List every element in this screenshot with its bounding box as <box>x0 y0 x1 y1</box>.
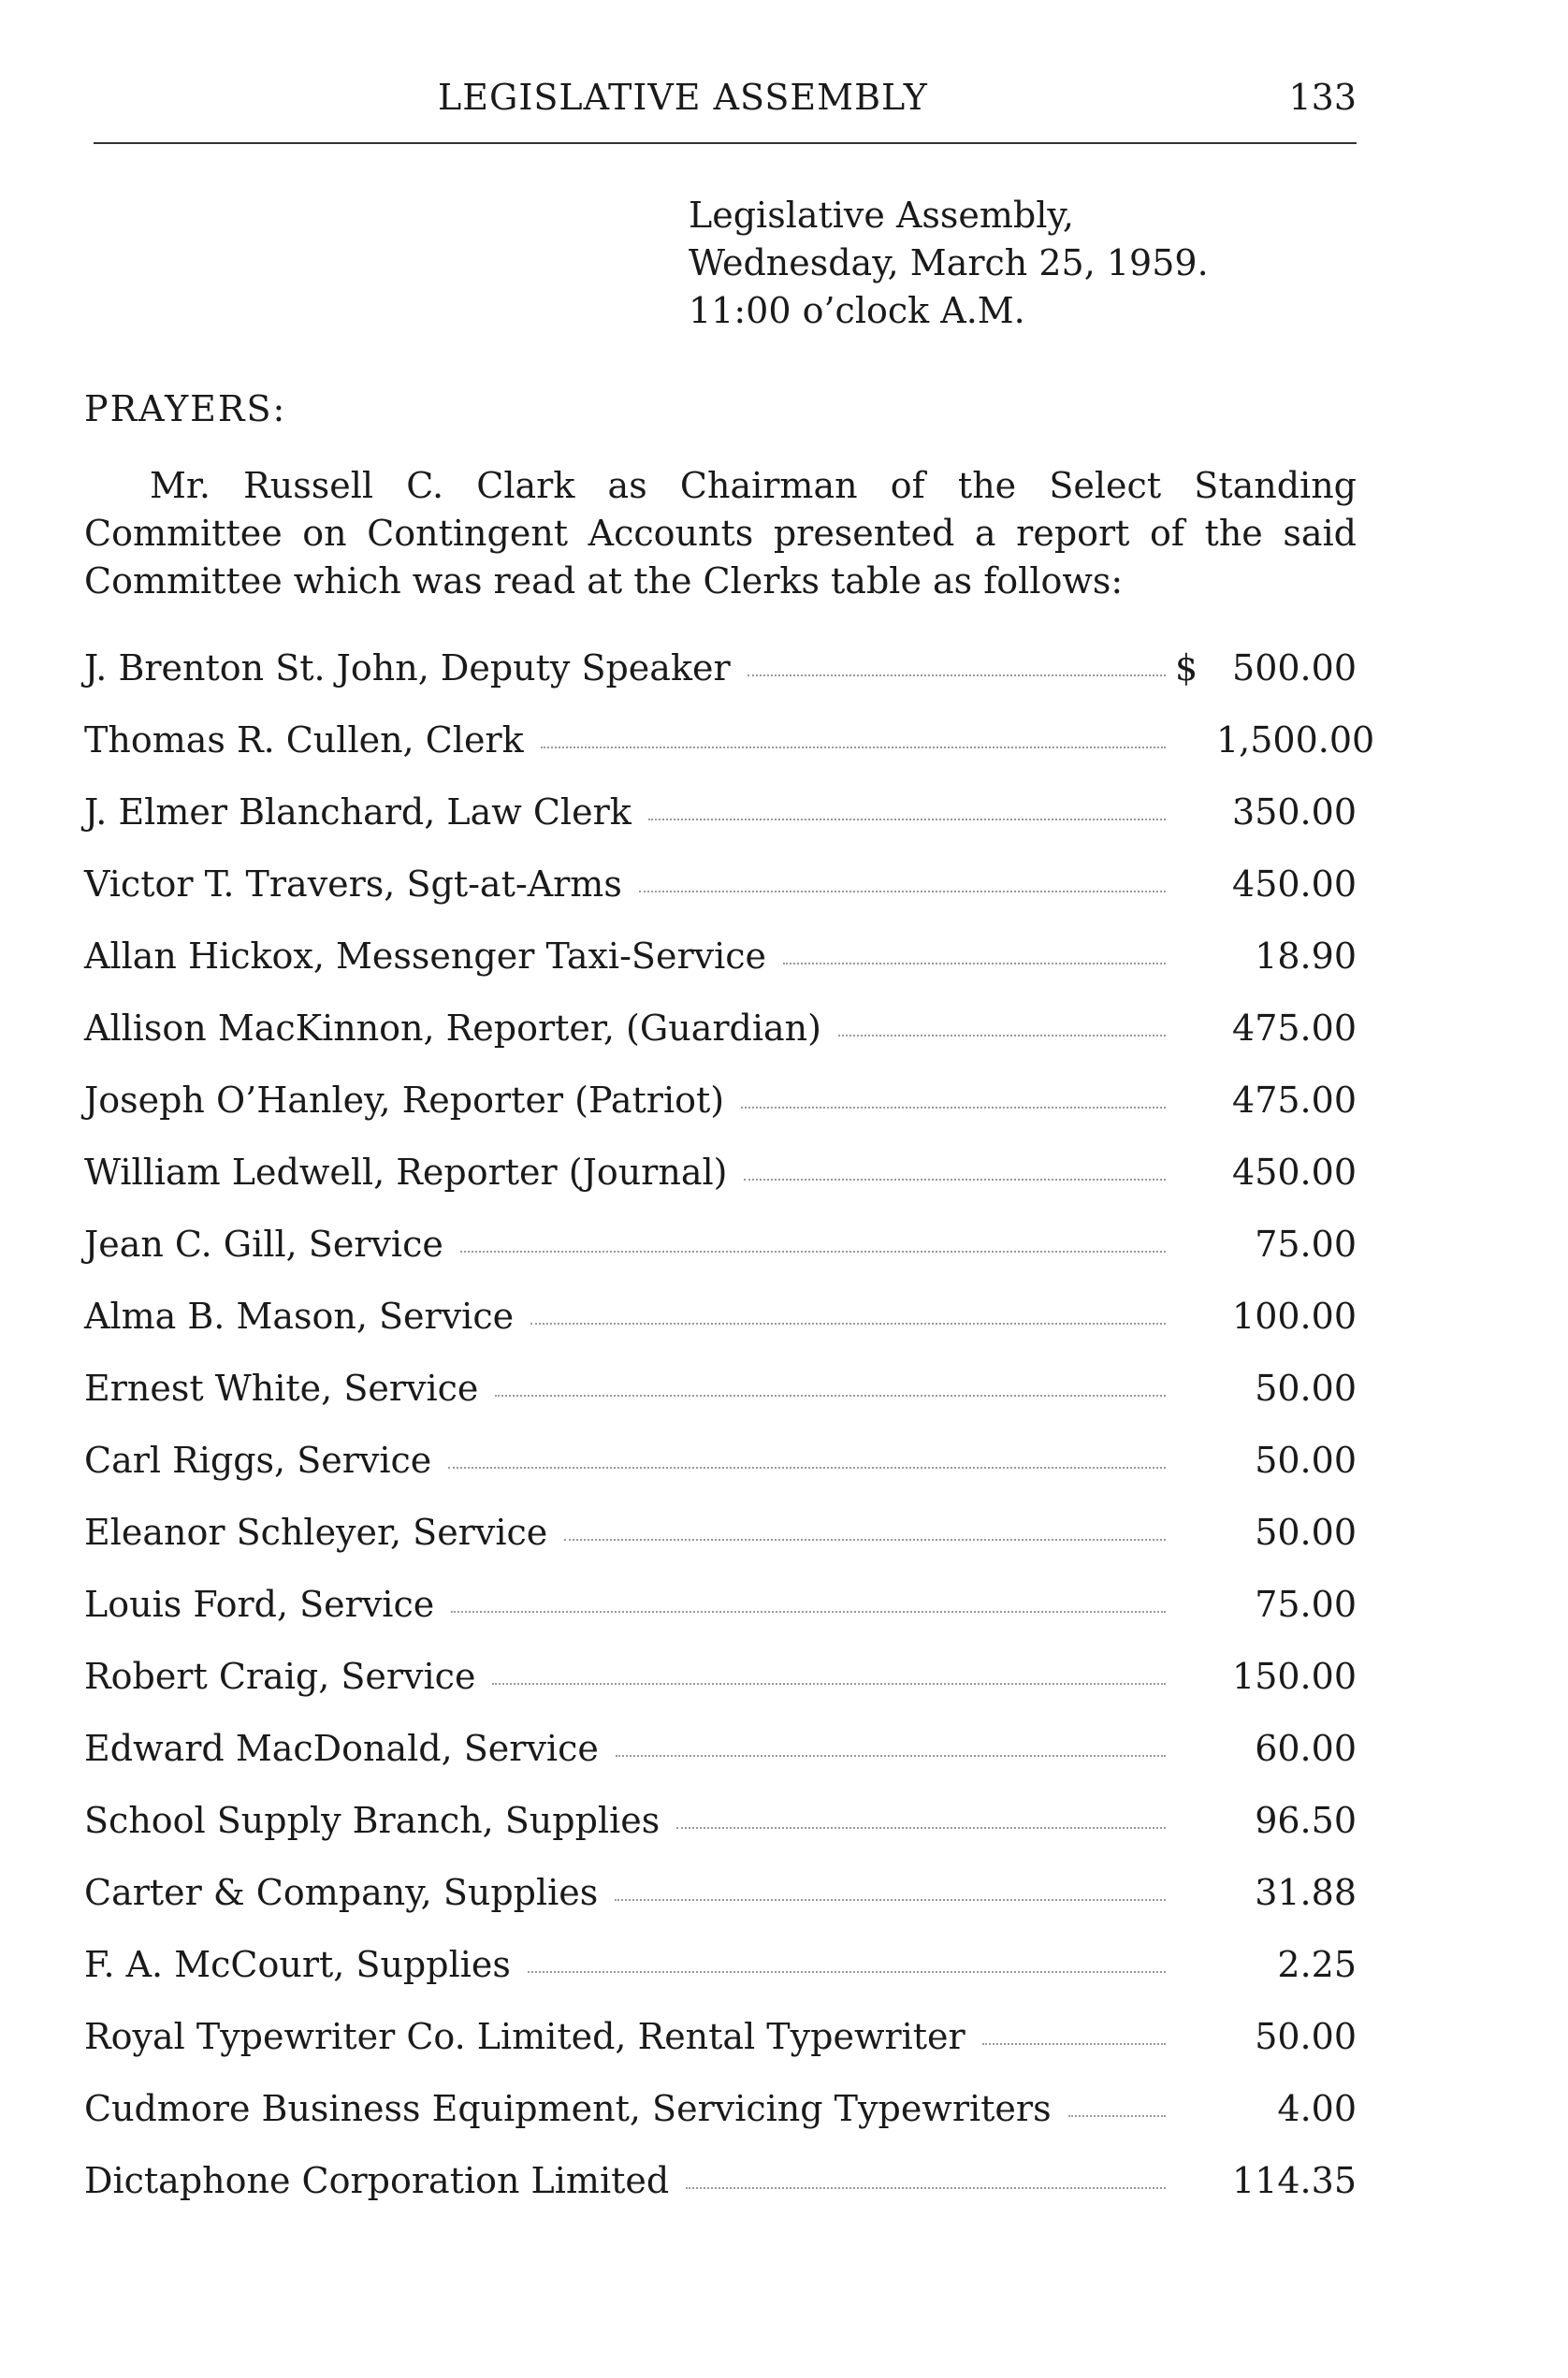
account-row <box>84 791 1357 863</box>
payee-name: Joseph O’Hanley, Reporter (Patriot) <box>84 1080 725 1121</box>
dateline-line-2: Wednesday, March 25, 1959. <box>689 242 1209 283</box>
amount: 50.00 <box>1255 1512 1357 1553</box>
amount: 500.00 <box>1232 647 1357 689</box>
dot-leader <box>460 1251 1166 1253</box>
payee-name: Allan Hickox, Messenger Taxi-Service <box>84 935 766 977</box>
payee-name: Eleanor Schleyer, Service <box>84 1512 548 1553</box>
section-heading: PRAYERS: <box>84 388 287 429</box>
header-rule <box>94 142 1357 144</box>
amount: 450.00 <box>1232 1152 1357 1193</box>
account-row <box>84 1368 1357 1440</box>
account-row <box>84 1584 1357 1656</box>
amount: 350.00 <box>1232 791 1357 833</box>
account-row <box>84 2088 1357 2160</box>
dot-leader <box>1068 2115 1166 2117</box>
payee-name: Victor T. Travers, Sgt-at-Arms <box>84 863 622 905</box>
account-row <box>84 1080 1357 1152</box>
amount: 75.00 <box>1255 1584 1357 1625</box>
amount: 50.00 <box>1255 1368 1357 1409</box>
account-row <box>84 1872 1357 1944</box>
dot-leader <box>686 2187 1166 2189</box>
payee-name: Allison MacKinnon, Reporter, (Guardian) <box>84 1008 821 1049</box>
account-row <box>84 1656 1357 1728</box>
dot-leader <box>451 1611 1166 1613</box>
amount: 475.00 <box>1232 1008 1357 1049</box>
payee-name: Robert Craig, Service <box>84 1656 476 1697</box>
account-row <box>84 1008 1357 1080</box>
amount: 475.00 <box>1232 1080 1357 1121</box>
dot-leader <box>615 1899 1166 1901</box>
dot-leader <box>744 1179 1166 1181</box>
account-row <box>84 1152 1357 1224</box>
dot-leader <box>530 1323 1166 1325</box>
amount: 150.00 <box>1232 1656 1357 1697</box>
account-row <box>84 1728 1357 1800</box>
dateline-line-1: Legislative Assembly, <box>689 195 1074 236</box>
dot-leader <box>676 1827 1166 1829</box>
payee-name: J. Elmer Blanchard, Law Clerk <box>84 791 632 833</box>
running-title: LEGISLATIVE ASSEMBLY <box>438 77 928 118</box>
dot-leader <box>639 891 1166 892</box>
payee-name: J. Brenton St. John, Deputy Speaker <box>84 647 731 689</box>
payee-name: School Supply Branch, Supplies <box>84 1800 661 1841</box>
payee-name: Royal Typewriter Co. Limited, Rental Typewriter <box>84 2016 965 2057</box>
dot-leader <box>448 1467 1166 1469</box>
payee-name: Dictaphone Corporation Limited <box>84 2160 670 2201</box>
amount: 4.00 <box>1277 2088 1357 2129</box>
account-row <box>84 1512 1357 1584</box>
page-number: 133 <box>1288 77 1357 118</box>
payee-name: F. A. McCourt, Supplies <box>84 1944 511 1985</box>
payee-name: Cudmore Business Equipment, Servicing Typewriters <box>84 2088 1052 2129</box>
payee-name: Alma B. Mason, Service <box>84 1296 515 1337</box>
account-row <box>84 935 1357 1008</box>
amount: 60.00 <box>1255 1728 1357 1769</box>
payee-name: Thomas R. Cullen, Clerk <box>84 719 524 761</box>
payee-name: Jean C. Gill, Service <box>84 1224 443 1265</box>
payee-name: Carl Riggs, Service <box>84 1440 432 1481</box>
dot-leader <box>741 1107 1166 1109</box>
amount: 96.50 <box>1255 1800 1357 1841</box>
accounts-list <box>84 647 1375 2232</box>
account-row <box>84 647 1357 719</box>
dot-leader <box>528 1971 1166 1973</box>
document-page <box>84 0 1375 2378</box>
account-row <box>84 1944 1357 2016</box>
dateline <box>689 192 1209 335</box>
dot-leader <box>838 1035 1166 1037</box>
amount: 31.88 <box>1255 1872 1357 1913</box>
dot-leader <box>495 1395 1166 1397</box>
payee-name: Louis Ford, Service <box>84 1584 435 1625</box>
dateline-line-3: 11:00 o’clock A.M. <box>689 290 1025 331</box>
amount: 75.00 <box>1255 1224 1357 1265</box>
intro-paragraph: Mr. Russell C. Clark as Chairman of the Select Standing Committee on Contingent Accounts presented a report of the said Committee which was read at the Clerks table as follows: <box>84 465 1357 602</box>
account-row <box>84 719 1375 791</box>
payee-name: Ernest White, Service <box>84 1368 479 1409</box>
amount: 114.35 <box>1232 2160 1357 2201</box>
account-row <box>84 1800 1357 1872</box>
amount: 100.00 <box>1232 1296 1357 1337</box>
currency-symbol: $ <box>1175 647 1198 689</box>
payee-name: Edward MacDonald, Service <box>84 1728 599 1769</box>
amount: 450.00 <box>1232 863 1357 905</box>
amount: 18.90 <box>1255 935 1357 977</box>
payee-name: William Ledwell, Reporter (Journal) <box>84 1152 728 1193</box>
dot-leader <box>748 674 1166 676</box>
dot-leader <box>541 747 1166 748</box>
dot-leader <box>648 819 1166 820</box>
account-row <box>84 1224 1357 1296</box>
running-head <box>84 77 1357 133</box>
account-row <box>84 1440 1357 1512</box>
dot-leader <box>492 1683 1166 1685</box>
account-row <box>84 863 1357 935</box>
amount: 50.00 <box>1255 2016 1357 2057</box>
amount: 2.25 <box>1277 1944 1357 1985</box>
dot-leader <box>783 963 1166 964</box>
account-row <box>84 2016 1357 2088</box>
dot-leader <box>564 1539 1166 1541</box>
amount: 50.00 <box>1255 1440 1357 1481</box>
dot-leader <box>616 1755 1166 1757</box>
amount: 1,500.00 <box>1216 719 1375 761</box>
dot-leader <box>982 2043 1166 2045</box>
account-row <box>84 1296 1357 1368</box>
payee-name: Carter & Company, Supplies <box>84 1872 599 1913</box>
account-row <box>84 2160 1357 2232</box>
